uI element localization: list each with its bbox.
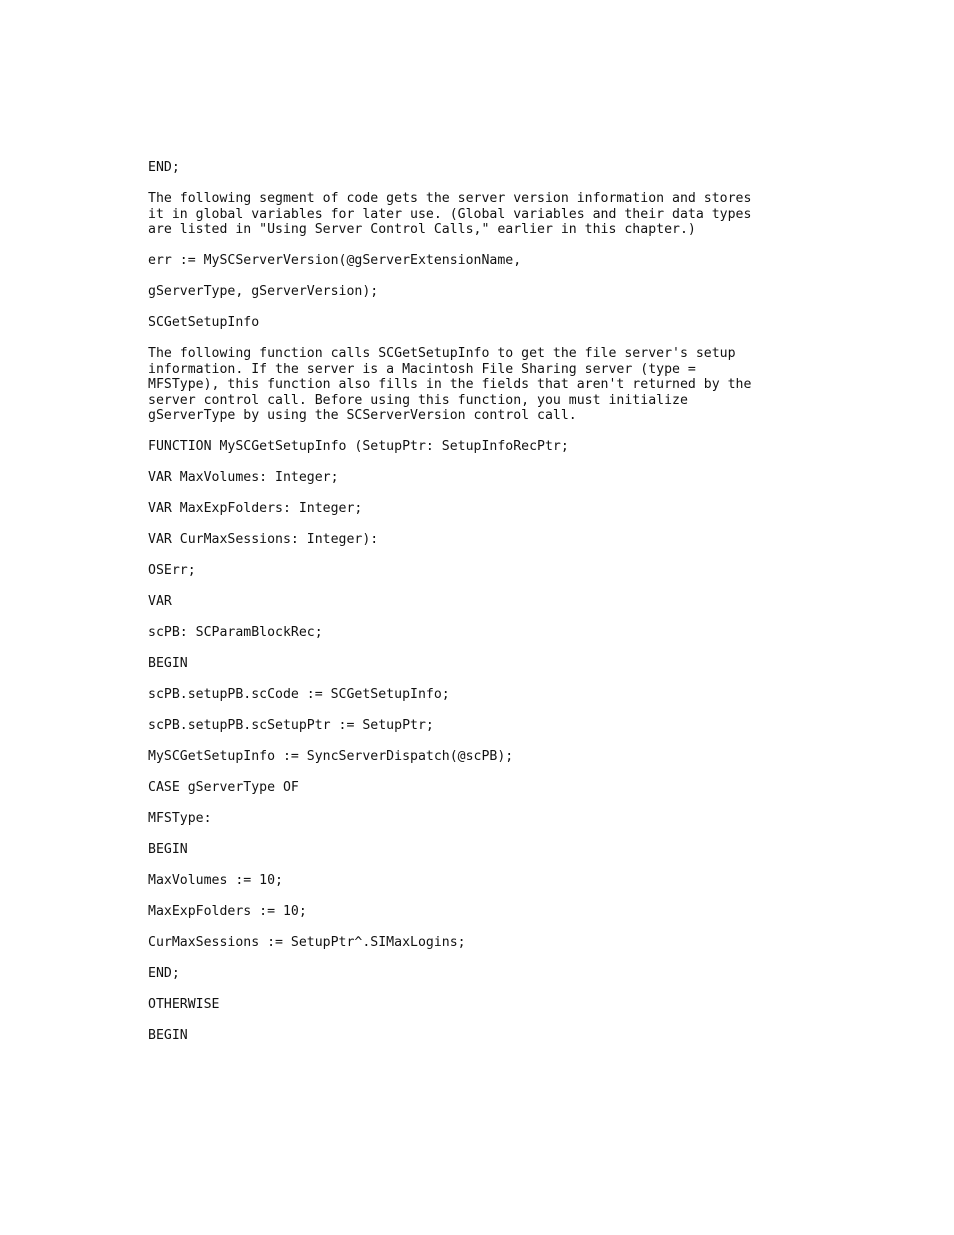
blank-line [148,176,808,192]
text-line: FUNCTION MySCGetSetupInfo (SetupPtr: SetupInfoRecPtr; [148,439,569,454]
text-line: server control call. Before using this function, you must initialize [148,392,688,408]
text-line: information. If the server is a Macintosh File Sharing server (type = [148,361,696,377]
blank-line [148,610,808,626]
text-line: BEGIN [148,656,188,671]
blank-line [148,1013,808,1029]
blank-line [148,765,808,781]
blank-line [148,331,808,347]
blank-line [148,982,808,998]
text-line: BEGIN [148,842,188,857]
blank-line [148,548,808,564]
blank-line [148,889,808,905]
text-line: CASE gServerType OF [148,780,299,795]
blank-line [148,703,808,719]
text-line: OSErr; [148,563,196,578]
text-line: BEGIN [148,1028,188,1043]
blank-line [148,486,808,502]
blank-line [148,796,808,812]
text-line: CurMaxSessions := SetupPtr^.SIMaxLogins; [148,935,466,950]
text-line: MaxVolumes := 10; [148,873,283,888]
text-line: scPB: SCParamBlockRec; [148,625,323,640]
text-line: END; [148,966,180,981]
text-line: OTHERWISE [148,997,220,1012]
blank-line [148,920,808,936]
blank-line [148,858,808,874]
text-line: END; [148,160,180,175]
text-line: are listed in "Using Server Control Calls," earlier in this chapter.) [148,222,696,237]
text-line: VAR CurMaxSessions: Integer): [148,532,379,547]
text-line: scPB.setupPB.scSetupPtr := SetupPtr; [148,718,434,733]
text-line: The following segment of code gets the server version information and stores [148,191,752,206]
text-line: VAR MaxVolumes: Integer; [148,470,339,485]
blank-line [148,238,808,254]
text-line: MFSType), this function also fills in the fields that aren't returned by the [148,377,752,392]
blank-line [148,827,808,843]
document-body [148,160,808,1044]
text-line: it in global variables for later use. (Global variables and their data types [148,206,752,222]
text-line: gServerType by using the SCServerVersion control call. [148,408,577,423]
text-line: MFSType: [148,811,212,826]
blank-line [148,424,808,440]
blank-line [148,300,808,316]
blank-line [148,269,808,285]
text-line: The following function calls SCGetSetupInfo to get the file server's setup [148,346,736,361]
blank-line [148,734,808,750]
text-line: VAR MaxExpFolders: Integer; [148,501,363,516]
text-line: MaxExpFolders := 10; [148,904,307,919]
blank-line [148,951,808,967]
text-line: err := MySCServerVersion(@gServerExtensionName, [148,253,522,268]
blank-line [148,579,808,595]
blank-line [148,455,808,471]
blank-line [148,517,808,533]
blank-line [148,672,808,688]
text-line: VAR [148,594,172,609]
text-line: SCGetSetupInfo [148,315,260,330]
text-line: scPB.setupPB.scCode := SCGetSetupInfo; [148,687,450,702]
text-line: MySCGetSetupInfo := SyncServerDispatch(@scPB); [148,749,514,764]
text-line: gServerType, gServerVersion); [148,284,379,299]
blank-line [148,641,808,657]
